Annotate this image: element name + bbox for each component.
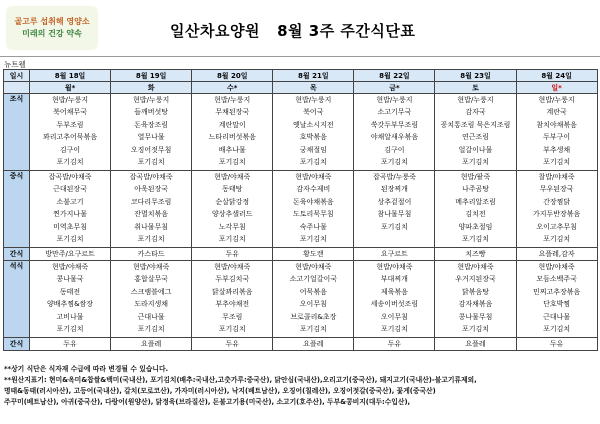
menu-item: 감자국 <box>465 108 486 117</box>
weekly-menu-table <box>3 69 598 351</box>
header-divider <box>0 56 600 57</box>
snack1-cell: 치즈빵 <box>435 248 516 261</box>
note-line: **원산지표기: 현미&옥미&찹쌀&백미(국내산), 포기김치(배추:국내산,고춧가루:중국산), 닭안심(국내산),오리고기(중국산), 돼지고기(국내산)-불고기류제외, <box>4 376 477 384</box>
menu-item: 현밥/누룽지 <box>133 96 170 104</box>
menu-item: 닭볶음탕 <box>461 287 490 296</box>
menu-item: 브로콜리&초장 <box>290 312 337 321</box>
weekday-corner <box>4 82 30 94</box>
menu-item: 현밥/누룽지 <box>538 96 575 104</box>
menu-item: 야채알새우볶음 <box>370 133 419 142</box>
menu-item: 현밥/야채죽 <box>295 173 332 181</box>
menu-item: 참치야채볶음 <box>536 120 577 129</box>
menu-item: 쑥갓두부무조림 <box>370 120 419 129</box>
menu-item <box>354 233 434 245</box>
breakfast-label: 조식 <box>4 94 30 171</box>
menu-item: 부추생채 <box>543 145 571 154</box>
menu-item: 포기김치 <box>299 234 327 243</box>
notes-section <box>4 364 596 408</box>
menu-item: 콩나물무침 <box>458 312 493 321</box>
menu-item: 나주곰탕 <box>461 185 490 194</box>
menu-item: 꽈리고추어묵볶음 <box>42 133 98 142</box>
menu-item: 현밥/누룽지 <box>51 96 89 104</box>
breakfast-cell <box>354 94 435 171</box>
dinner-label: 석식 <box>4 261 30 338</box>
dinner-cell <box>30 261 111 338</box>
menu-item: 콩나물국 <box>56 275 84 284</box>
menu-item: 북어국 <box>303 108 324 117</box>
menu-item: 부대찌개 <box>380 275 408 284</box>
menu-item: 스크램블에그 <box>130 287 172 296</box>
menu-item: 포기김치 <box>380 157 408 166</box>
menu-item: 무조림 <box>222 312 243 321</box>
date-header: 8월 20일 <box>192 70 273 82</box>
menu-item: 포기김치 <box>218 157 246 166</box>
snack1-row <box>4 248 598 261</box>
menu-item: 감자채볶음 <box>458 300 493 309</box>
snack1-cell: 요플레,감자 <box>516 248 597 261</box>
dinner-cell <box>435 261 516 338</box>
menu-item: 김치전 <box>465 210 486 219</box>
menu-item: 포기김치 <box>461 234 490 243</box>
menu-item: 현밥/누룽지 <box>295 96 332 104</box>
menu-item: 계란말이 <box>218 120 246 129</box>
menu-item: 찐가지나물 <box>53 210 87 219</box>
menu-item: 꽁치통조림 묵은지조림 <box>440 120 511 129</box>
menu-item: 김구이 <box>59 145 81 154</box>
menu-item: 모듬소백주국 <box>536 275 577 284</box>
menu-item: 현밥/야채죽 <box>538 263 575 271</box>
weekday-header: 금* <box>354 82 435 94</box>
menu-item: 무채된장국 <box>215 108 250 117</box>
menu-item: 근대나물 <box>543 312 571 321</box>
menu-item: 홍합살무국 <box>134 275 169 284</box>
menu-item: 포기김치 <box>299 324 327 333</box>
dinner-cell <box>273 261 354 338</box>
menu-item: 포기김치 <box>218 324 246 333</box>
menu-item: 메추리알조림 <box>455 197 496 206</box>
date-header: 8월 18일 <box>30 70 111 82</box>
lunch-cell <box>192 171 273 248</box>
snack1-cell: 두유 <box>192 248 273 261</box>
date-header: 8월 19일 <box>111 70 192 82</box>
menu-item: 현밥/야채죽 <box>295 263 332 271</box>
brand-logo <box>6 6 98 50</box>
menu-item: 현밥/야채죽 <box>133 263 170 271</box>
menu-item: 포기김치 <box>543 324 571 333</box>
snack2-cell: 두유 <box>30 338 111 351</box>
breakfast-cell <box>516 94 597 171</box>
note-line: 명태&동태(러시아산), 고등어(국내산), 갈치(모로코산), 가자미(러시아산), 낙지(베트남산), 오징어(칠레산), 오징어젓갈(중국산), 꽃게(중국산) <box>4 387 436 395</box>
menu-item: 포기김치 <box>299 157 327 166</box>
date-header: 8월 21일 <box>273 70 354 82</box>
snack1-label: 간식 <box>4 248 30 261</box>
menu-item: 양파초절임 <box>458 222 493 231</box>
date-row <box>4 70 598 82</box>
menu-item: 돈육장조림 <box>134 120 169 129</box>
snack2-cell: 요플레 <box>273 338 354 351</box>
lunch-cell <box>111 171 192 248</box>
lunch-cell <box>435 171 516 248</box>
corner-label: 일시 <box>4 70 30 82</box>
page-header <box>0 0 600 62</box>
snack1-cell: 방만주/요구르트 <box>30 248 111 261</box>
menu-item: 얼갈이나물 <box>458 145 493 154</box>
breakfast-row <box>4 94 598 171</box>
menu-item: 북어채무국 <box>53 108 87 117</box>
menu-item: 돈육야채볶음 <box>293 197 334 206</box>
menu-item: 현밥/야채죽 <box>457 263 494 271</box>
menu-item: 소고기무국 <box>377 108 412 117</box>
snack1-cell: 황도캔 <box>273 248 354 261</box>
menu-item: 두부김치국 <box>215 275 250 284</box>
menu-item: 옛날소시지전 <box>293 120 334 129</box>
menu-item: 현밥/누룽지 <box>376 96 413 104</box>
snack1-cell: 요구르트 <box>354 248 435 261</box>
menu-item: 참나물무침 <box>377 210 412 219</box>
menu-item: 근대된장국 <box>53 185 87 194</box>
menu-item: 제육볶음 <box>380 287 408 296</box>
lunch-cell <box>273 171 354 248</box>
menu-item: 잡곡밥/누룽죽 <box>372 173 416 181</box>
weekday-header: 월* <box>30 82 111 94</box>
snack2-cell: 두유 <box>192 338 273 351</box>
menu-item: 배추나물 <box>218 145 246 154</box>
weekday-header: 목 <box>273 82 354 94</box>
lunch-label: 중식 <box>4 171 30 248</box>
menu-item: 현밥/야채죽 <box>376 263 413 271</box>
menu-item: 민찌고추장볶음 <box>532 287 581 296</box>
menu-item: 포기김치 <box>543 157 571 166</box>
dinner-cell <box>192 261 273 338</box>
date-header: 8월 23일 <box>435 70 516 82</box>
menu-item: 포기김치 <box>56 234 84 243</box>
menu-item: 간장찜닭 <box>543 197 571 206</box>
menu-item: 노각무침 <box>218 222 246 231</box>
menu-item: 양상추샐러드 <box>211 210 253 219</box>
dinner-cell <box>516 261 597 338</box>
menu-item: 오이무침 <box>299 300 327 309</box>
breakfast-cell <box>30 94 111 171</box>
menu-item: 소불고기 <box>56 197 84 206</box>
menu-item: 오이고추무침 <box>536 222 577 231</box>
menu-item: 찰밥/야채죽 <box>538 173 575 181</box>
menu-item: 두부구이 <box>543 133 571 142</box>
menu-item: 오이무침 <box>380 312 408 321</box>
menu-item: 근대나물 <box>137 312 165 321</box>
menu-item: 열무나물 <box>137 133 165 142</box>
weekday-row <box>4 82 598 94</box>
menu-item: 취나물무침 <box>134 222 169 231</box>
snack1-cell: 카스타드 <box>111 248 192 261</box>
snack2-cell: 두유 <box>354 338 435 351</box>
menu-item: 숙주나물 <box>299 222 327 231</box>
menu-item: 상추겉절이 <box>377 197 412 206</box>
date-header: 8월 24일 <box>516 70 597 82</box>
menu-item: 무우된장국 <box>539 185 574 194</box>
dinner-cell <box>111 261 192 338</box>
menu-item: 현밥/누룽지 <box>457 96 494 104</box>
sheet-label: 뉴트웰 <box>4 60 26 69</box>
menu-item: 단호박찜 <box>543 300 571 309</box>
snack2-label: 간식 <box>4 338 30 351</box>
menu-item: 포기김치 <box>137 324 165 333</box>
menu-item: 동태전 <box>59 287 81 296</box>
menu-item: 포기김치 <box>461 324 490 333</box>
note-line: 주꾸미(베트남산), 아귀(중국산), 다랑어(원양산), 닭정육(브라질산), 돈불고기용(미국산), 소고기(호주산), 두부&콩비지(대두:수입산), <box>4 398 411 406</box>
dinner-cell <box>354 261 435 338</box>
menu-item: 현밥/야채죽 <box>214 173 251 181</box>
menu-item: 두부조림 <box>56 120 84 129</box>
menu-item: 잡곡밥/야채죽 <box>129 173 173 181</box>
menu-item: 소고기얼갈이국 <box>289 275 337 284</box>
menu-item: 감자수제비 <box>296 185 331 194</box>
menu-item: 닭살꽈리볶음 <box>211 287 253 296</box>
menu-item: 된장찌개 <box>380 185 408 194</box>
breakfast-cell <box>192 94 273 171</box>
menu-item: 어묵볶음 <box>299 287 327 296</box>
menu-item: 미역초무침 <box>53 222 87 231</box>
logo-bottom-text: 미래의 건강 약속 <box>22 29 82 38</box>
menu-item: 코다리무조림 <box>130 197 172 206</box>
menu-item: 아욱된장국 <box>134 185 169 194</box>
menu-item: 호박볶음 <box>299 133 327 142</box>
weekday-header: 화 <box>111 82 192 94</box>
snack2-row <box>4 338 598 351</box>
snack2-cell: 두유 <box>516 338 597 351</box>
menu-item: 잔멸치볶음 <box>134 210 169 219</box>
weekday-header: 토 <box>435 82 516 94</box>
page-title: 일산차요양원 8월 3주 주간식단표 <box>170 22 416 40</box>
lunch-row <box>4 171 598 248</box>
menu-item: 궁채절임 <box>299 145 327 154</box>
menu-item: 도토리묵무침 <box>293 210 334 219</box>
menu-item: 포기김치 <box>218 234 246 243</box>
menu-item: 가지두반장볶음 <box>532 210 581 219</box>
breakfast-cell <box>111 94 192 171</box>
weekday-header: 수* <box>192 82 273 94</box>
note-line: **상기 식단은 식자재 수급에 따라 변경될 수 있습니다. <box>4 365 169 373</box>
menu-item: 들깨버섯탕 <box>134 108 169 117</box>
menu-item: 연근조림 <box>461 133 490 142</box>
menu-item: 순살닭강정 <box>215 197 250 206</box>
snack2-cell: 요플레 <box>111 338 192 351</box>
weekday-header: 일* <box>516 82 597 94</box>
menu-item: 세송이버섯조림 <box>370 300 419 309</box>
menu-item: 도라지생채 <box>134 300 169 309</box>
menu-item: 동태탕 <box>222 185 243 194</box>
menu-item: 포기김치 <box>380 324 408 333</box>
menu-item: 현밥/야채죽 <box>51 263 89 271</box>
menu-item: 현밥/야채죽 <box>214 263 251 271</box>
menu-item: 현밥/누룽지 <box>214 96 251 104</box>
menu-item: 잡곡밥/야채죽 <box>48 173 92 181</box>
menu-item: 고비나물 <box>56 312 84 321</box>
lunch-cell <box>30 171 111 248</box>
menu-item: 포기김치 <box>56 324 84 333</box>
snack2-cell: 요플레 <box>435 338 516 351</box>
menu-item: 포기김치 <box>461 157 490 166</box>
menu-item: 포기김치 <box>137 234 165 243</box>
menu-item: 포기김치 <box>380 222 408 231</box>
breakfast-cell <box>273 94 354 171</box>
menu-item: 우거지된장국 <box>455 275 496 284</box>
menu-item: 오징어젓무침 <box>130 145 172 154</box>
menu-item: 계란국 <box>546 108 567 117</box>
dinner-row <box>4 261 598 338</box>
date-header: 8월 22일 <box>354 70 435 82</box>
breakfast-cell <box>435 94 516 171</box>
lunch-cell <box>354 171 435 248</box>
menu-item: 김구이 <box>384 145 405 154</box>
menu-item: 느타리버섯볶음 <box>208 133 256 142</box>
menu-item: 포기김치 <box>543 234 571 243</box>
lunch-cell <box>516 171 597 248</box>
menu-item: 포기김치 <box>137 157 165 166</box>
logo-top-text: 골고루 섭취해 영양소 <box>14 17 90 26</box>
menu-item: 현밥/팥죽 <box>460 173 491 181</box>
menu-item: 부추야채전 <box>215 300 250 309</box>
menu-item: 포기김치 <box>56 157 84 166</box>
menu-item: 양배추찜&쌈장 <box>47 300 94 309</box>
